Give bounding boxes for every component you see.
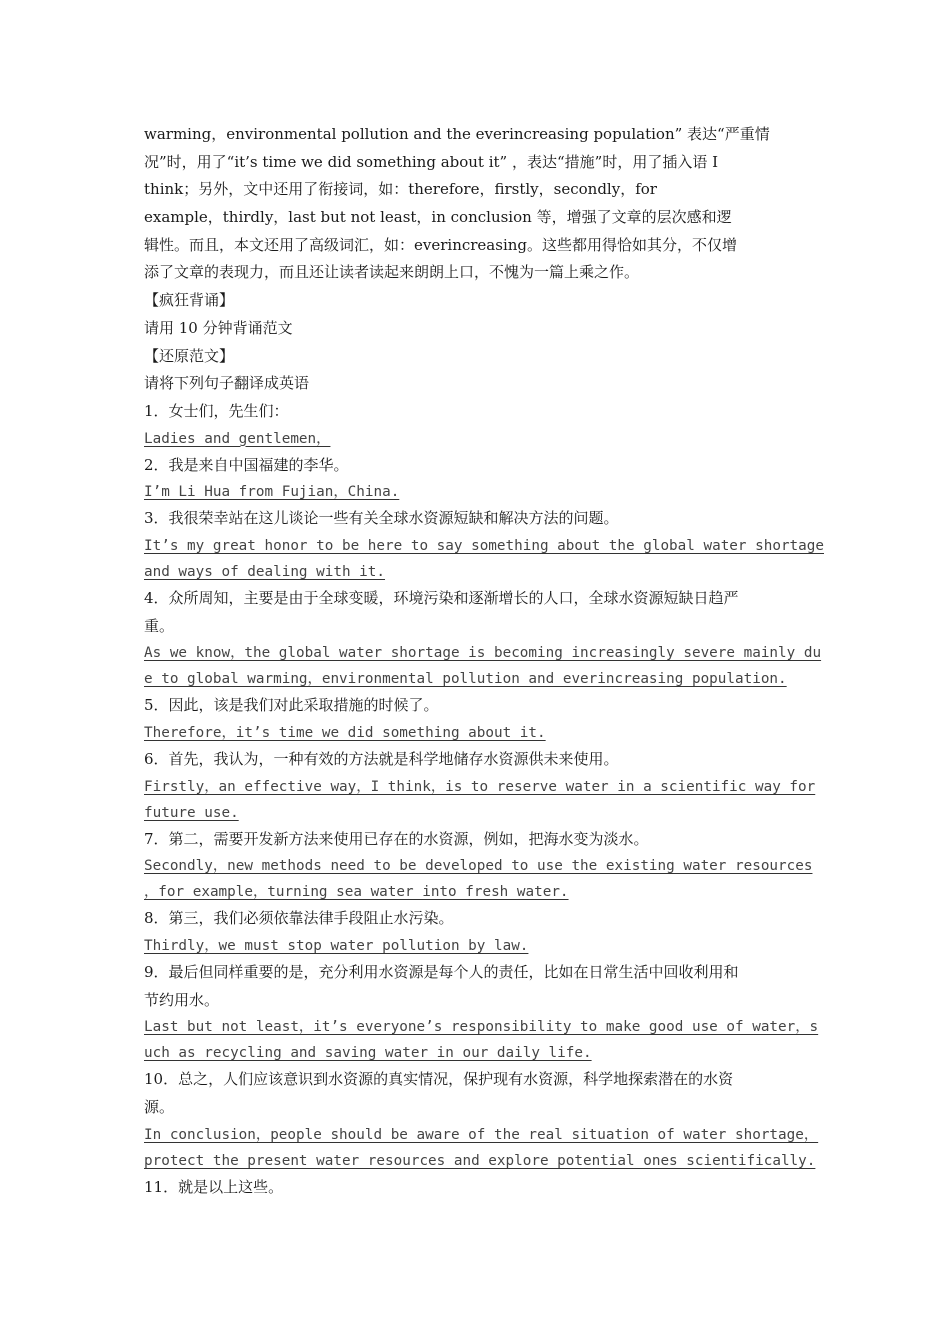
english-answer: Secondly，new methods need to be developed to use the existing water resources <box>144 858 813 875</box>
analysis-line: 况”时，用了“it’s time we did something about it” ，表达“措施”时，用了插入语 I <box>144 152 719 171</box>
english-answer: As we know，the global water shortage is becoming increasingly severe mainly du <box>144 645 822 662</box>
chinese-sentence: 7．第二，需要开发新方法来使用已存在的水资源，例如，把海水变为淡水。 <box>144 829 649 848</box>
chinese-sentence: 2．我是来自中国福建的李华。 <box>144 455 349 474</box>
translation-item <box>144 905 808 959</box>
translation-item <box>144 1066 819 1173</box>
english-answer: Last but not least，it’s everyone’s responsibility to make good use of water，s <box>144 1019 819 1036</box>
english-answer: Ladies and gentlemen， <box>144 430 331 447</box>
english-answer: uch as recycling and saving water in our daily life. <box>144 1045 592 1062</box>
analysis-line: example，thirdly，last but not least，in conclusion 等，增强了文章的层次感和逻 <box>144 208 732 227</box>
english-answer: In conclusion，people should be aware of the real situation of water shortage， <box>144 1126 819 1143</box>
chinese-sentence: 重。 <box>144 616 175 635</box>
english-answer: Therefore，it’s time we did something about it. <box>144 725 546 741</box>
translation-item <box>144 452 808 506</box>
chinese-sentence: 10．总之，人们应该意识到水资源的真实情况，保护现有水资源，科学地探索潜在的水资 <box>144 1070 734 1089</box>
english-answer: protect the present water resources and explore potential ones scientifically. <box>144 1152 816 1169</box>
document-content <box>144 121 824 1202</box>
chinese-sentence: 11．就是以上这些。 <box>144 1177 284 1196</box>
analysis-line: think；另外，文中还用了衔接词，如：therefore，firstly，secondly，for <box>144 180 657 199</box>
chinese-sentence: 1．女士们，先生们： <box>144 401 289 420</box>
analysis-line: 添了文章的表现力，而且还让读者读起来朗朗上口，不愧为一篇上乘之作。 <box>144 263 640 282</box>
analysis-paragraph <box>144 121 808 287</box>
analysis-line: warming，environmental pollution and the everincreasing population” 表达“严重情 <box>144 125 770 143</box>
english-answer: Thirdly，we must stop water pollution by law. <box>144 938 529 955</box>
chinese-sentence: 9．最后但同样重要的是，充分利用水资源是每个人的责任，比如在日常生活中回收利用和 <box>144 963 739 982</box>
translation-item <box>144 1174 808 1202</box>
chinese-sentence: 节约用水。 <box>144 990 220 1009</box>
recite-heading: 【疯狂背诵】 <box>144 291 235 310</box>
chinese-sentence: 3．我很荣幸站在这儿谈论一些有关全球水资源短缺和解决方法的问题。 <box>144 509 619 528</box>
chinese-sentence: 8．第三，我们必须依靠法律手段阻止水污染。 <box>144 909 454 928</box>
chinese-sentence: 6．首先，我认为，一种有效的方法就是科学地储存水资源供未来使用。 <box>144 750 619 768</box>
chinese-sentence: 4．众所周知，主要是由于全球变暖，环境污染和逐渐增长的人口，全球水资源短缺日趋严 <box>144 588 739 607</box>
translation-item <box>144 505 824 585</box>
english-answer: It’s my great honor to be here to say something about the global water shortage <box>144 537 824 554</box>
translation-item <box>144 585 822 692</box>
translation-list <box>144 398 824 1202</box>
translation-item <box>144 398 808 452</box>
analysis-line: 辑性。而且，本文还用了高级词汇，如：everincreasing。这些都用得恰如其分，不仅增 <box>144 235 738 254</box>
english-answer: and ways of dealing with it. <box>144 563 386 580</box>
translation-item <box>144 692 808 746</box>
restore-instruction: 请将下列句子翻译成英语 <box>144 374 310 393</box>
translation-item <box>144 746 816 826</box>
restore-heading: 【还原范文】 <box>144 346 235 365</box>
english-answer: future use. <box>144 804 239 821</box>
english-answer: e to global warming，environmental pollution and everincreasing population. <box>144 671 787 688</box>
english-answer: Firstly，an effective way，I think，is to reserve water in a scientific way for <box>144 778 816 795</box>
chinese-sentence: 源。 <box>144 1098 175 1117</box>
translation-item <box>144 826 813 906</box>
english-answer: I’m Li Hua from Fujian，China. <box>144 484 400 501</box>
english-answer: ，for example，turning sea water into fresh water. <box>144 884 569 901</box>
chinese-sentence: 5．因此，该是我们对此采取措施的时候了。 <box>144 696 439 715</box>
recite-instruction: 请用 10 分钟背诵范文 <box>144 318 293 337</box>
translation-item <box>144 959 819 1066</box>
